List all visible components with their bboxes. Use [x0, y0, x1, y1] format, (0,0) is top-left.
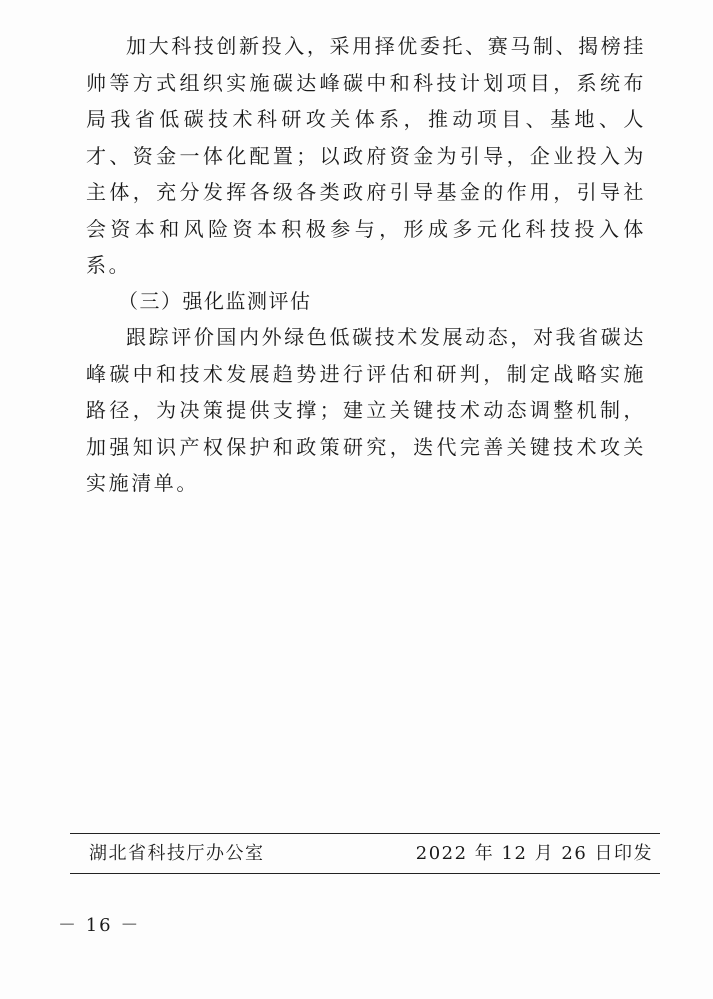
footer-top-rule [70, 833, 660, 834]
footer-bottom-rule [70, 873, 660, 874]
issue-date: 2022 年 12 月 26 日印发 [415, 843, 653, 864]
body-paragraph-monitoring: 跟踪评价国内外绿色低碳技术发展动态，对我省碳达峰碳中和技术发展趋势进行评估和研判，制定战略实施路径，为决策提供支撑；建立关键技术动态调整机制，加强知识产权保护和政策研究，迭代完善关键技术攻关实施清单。 [86, 325, 646, 495]
issuing-office: 湖北省科技厅办公室 [89, 843, 265, 864]
page-number: － 16 － [58, 915, 141, 936]
section-heading-monitoring: （三）强化监测评估 [118, 289, 312, 313]
body-paragraph-investment: 加大科技创新投入，采用择优委托、赛马制、揭榜挂帅等方式组织实施碳达峰碳中和科技计划项目，系统布局我省低碳技术科研攻关体系，推动项目、基地、人才、资金一体化配置；以政府资金为引导，企业投入为主体，充分发挥各级各类政府引导基金的作用，引导社会资本和风险资本积极参与，形成多元化科技投入体系。 [86, 34, 646, 277]
